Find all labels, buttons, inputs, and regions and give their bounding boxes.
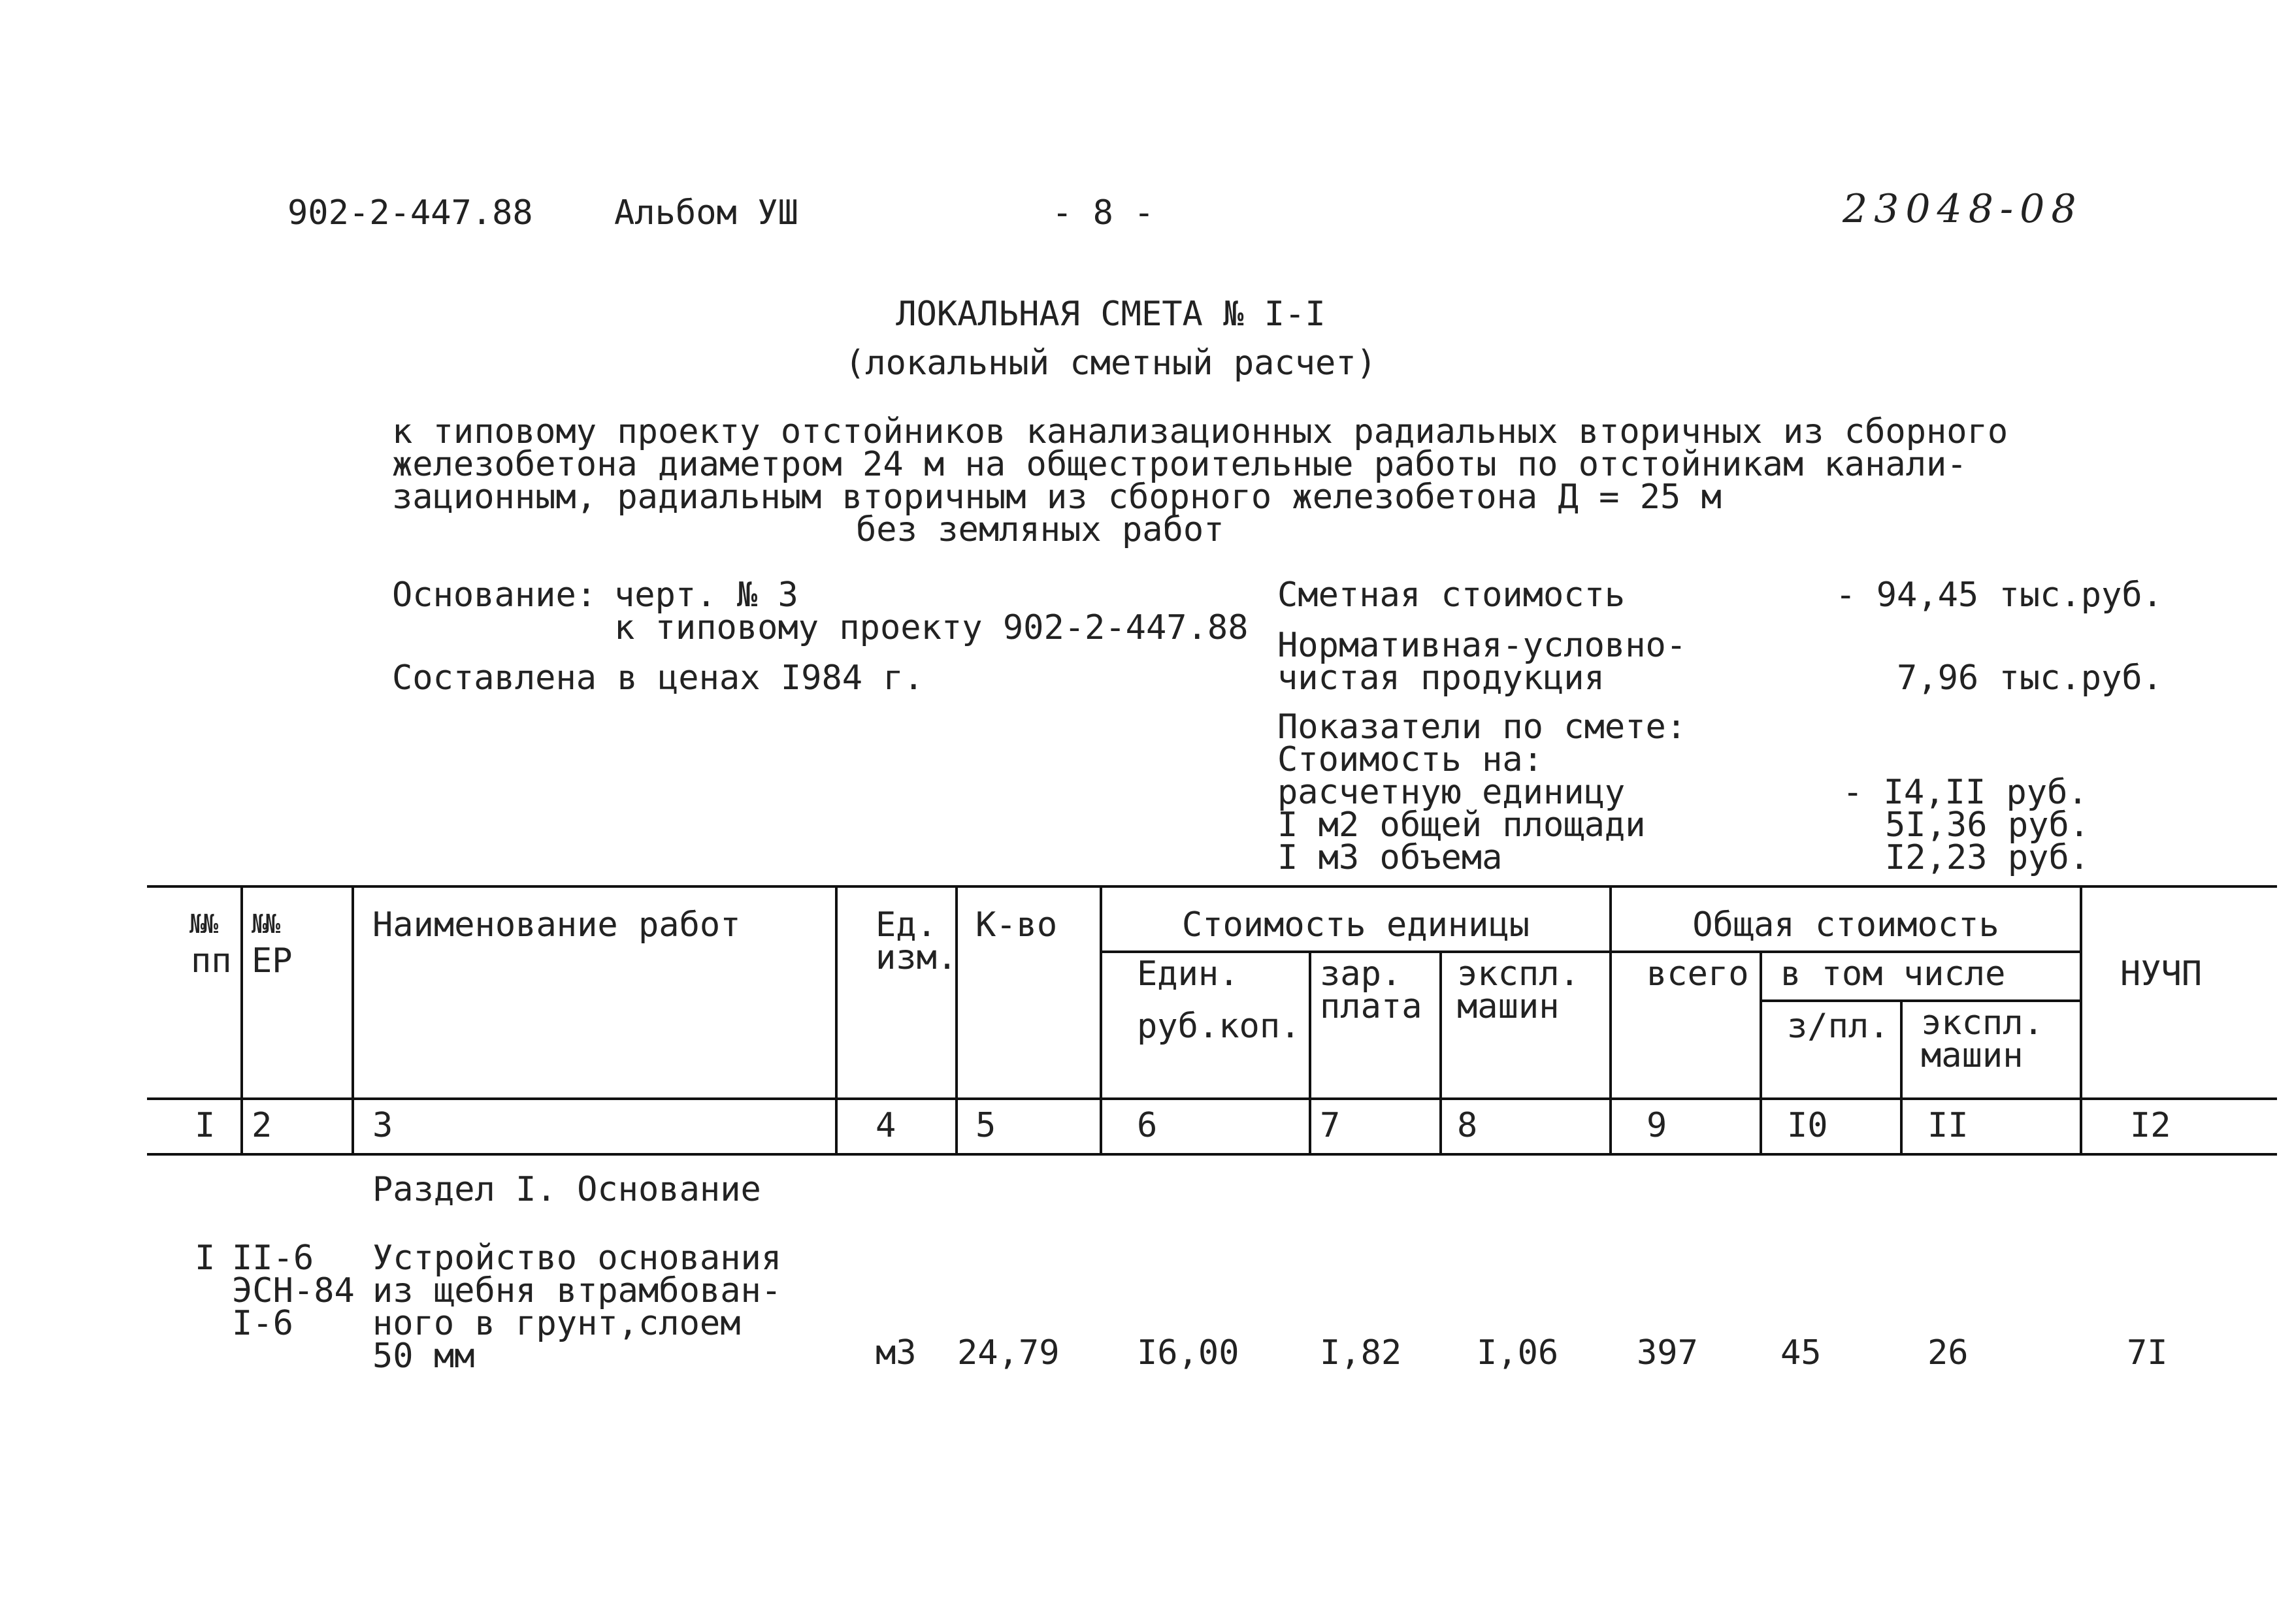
normative-label: Нормативная-условно- xyxy=(1277,626,1687,665)
column-divider xyxy=(1309,950,1311,1153)
header-unit: изм. xyxy=(876,938,958,977)
doc-code: 902-2-447.88 xyxy=(287,193,533,233)
indicators-label: Показатели по смете: xyxy=(1277,707,1687,747)
basis-label: Основание: xyxy=(392,576,597,615)
column-number: 4 xyxy=(876,1106,896,1145)
normative-value: 7,96 тыс.руб. xyxy=(1897,658,2163,698)
column-number-top-rule xyxy=(147,1097,2277,1100)
column-number: I2 xyxy=(2130,1106,2171,1145)
header-wage: плата xyxy=(1320,987,1422,1026)
column-number: 6 xyxy=(1137,1106,1158,1145)
column-number: 5 xyxy=(975,1106,996,1145)
unit-cost-value: - I4,II руб. xyxy=(1843,773,2088,812)
column-divider xyxy=(1760,950,1762,1153)
header-unit-cost: Стоимость единицы xyxy=(1181,905,1530,945)
header-name: Наименование работ xyxy=(372,905,741,945)
column-divider xyxy=(1609,885,1612,1153)
column-number: I xyxy=(195,1106,216,1145)
header-unit: Ед. xyxy=(876,905,937,945)
header-qty: К-во xyxy=(975,905,1058,945)
page-number: - 8 - xyxy=(1052,193,1155,233)
row-machine: I,06 xyxy=(1477,1333,1559,1372)
volume-cost-value: I2,23 руб. xyxy=(1885,838,2090,877)
header-bottom-rule xyxy=(147,1153,2277,1156)
row-er: II-6 xyxy=(232,1239,314,1278)
table-top-rule xyxy=(147,885,2277,888)
column-number: 9 xyxy=(1647,1106,1667,1145)
subheader-rule xyxy=(1101,950,2081,953)
basis-project: к типовому проекту 902-2-447.88 xyxy=(614,608,1249,647)
row-wage: I,82 xyxy=(1320,1333,1402,1372)
row-unit: м3 xyxy=(876,1333,917,1372)
header-er: ЕР xyxy=(252,941,293,981)
row-nuchp: 7I xyxy=(2127,1333,2168,1372)
header-including: в том числе xyxy=(1780,954,2006,994)
handwritten-code: 23048-08 xyxy=(1843,186,2083,232)
description-line: зационным, радиальным вторичным из сборного железобетона Д = 25 м xyxy=(392,478,1722,517)
header-num: №№ xyxy=(189,909,216,939)
header-total-all: всего xyxy=(1647,954,1749,994)
column-divider xyxy=(352,885,354,1153)
row-name: 50 мм xyxy=(372,1337,475,1376)
column-divider xyxy=(1100,885,1102,1153)
header-machine: экспл. xyxy=(1457,954,1580,994)
column-divider xyxy=(2080,885,2082,1153)
normative-label: чистая продукция xyxy=(1277,658,1605,698)
area-cost-value: 5I,36 руб. xyxy=(1885,805,2090,845)
description-line: к типовому проекту отстойников канализационных радиальных вторичных из сборного xyxy=(392,412,2008,451)
basis-drawing: черт. № 3 xyxy=(614,576,798,615)
area-cost-label: I м2 общей площади xyxy=(1277,805,1646,845)
column-divider xyxy=(835,885,838,1153)
estimate-subtitle: (локальный сметный расчет) xyxy=(845,344,1377,383)
section-title: Раздел I. Основание xyxy=(372,1170,761,1209)
column-divider xyxy=(1900,999,1903,1153)
row-name: из щебня втрамбован- xyxy=(372,1271,782,1310)
row-qty: 24,79 xyxy=(957,1333,1060,1372)
row-total-wage: 45 xyxy=(1780,1333,1822,1372)
header-nuchp: НУЧП xyxy=(2120,954,2203,994)
prices-year: Составлена в ценах I984 г. xyxy=(392,658,924,698)
row-name: ного в грунт,слоем xyxy=(372,1304,741,1343)
header-wage: зар. xyxy=(1320,954,1402,994)
header-total-machine: экспл. xyxy=(1921,1003,2044,1043)
description-line: железобетона диаметром 24 м на общестроительные работы по отстойникам канали- xyxy=(392,445,1967,484)
column-divider xyxy=(955,885,958,1153)
column-divider xyxy=(1439,950,1442,1153)
row-name: Устройство основания xyxy=(372,1239,782,1278)
volume-cost-label: I м3 объема xyxy=(1277,838,1503,877)
row-total-machine: 26 xyxy=(1927,1333,1969,1372)
header-total-cost: Общая стоимость xyxy=(1692,905,1999,945)
header-total-wage: з/пл. xyxy=(1787,1007,1890,1046)
column-divider xyxy=(240,885,243,1153)
column-number: 7 xyxy=(1320,1106,1341,1145)
column-number: 2 xyxy=(252,1106,272,1145)
header-unit-total: Един. xyxy=(1137,954,1239,994)
cost-on-label: Стоимость на: xyxy=(1277,740,1543,779)
column-number: I0 xyxy=(1787,1106,1828,1145)
row-unit-total: I6,00 xyxy=(1137,1333,1239,1372)
estimated-cost-value: - 94,45 тыс.руб. xyxy=(1835,576,2163,615)
column-number: II xyxy=(1927,1106,1969,1145)
row-er: I-6 xyxy=(232,1304,293,1343)
column-number: 3 xyxy=(372,1106,393,1145)
header-num: пп xyxy=(191,941,232,981)
estimated-cost-label: Сметная стоимость xyxy=(1277,576,1626,615)
header-total-machine: машин xyxy=(1921,1036,2024,1075)
row-num: I xyxy=(195,1239,216,1278)
row-er: ЭСН-84 xyxy=(232,1271,355,1310)
including-rule xyxy=(1761,999,2081,1002)
column-number: 8 xyxy=(1457,1106,1478,1145)
header-unit-total: руб.коп. xyxy=(1137,1007,1301,1046)
header-machine: машин xyxy=(1457,987,1560,1026)
header-er: №№ xyxy=(252,909,278,939)
description-line: без земляных работ xyxy=(856,510,1224,549)
row-total: 397 xyxy=(1637,1333,1698,1372)
album-label: Альбом УШ xyxy=(614,193,798,233)
unit-cost-label: расчетную единицу xyxy=(1277,773,1626,812)
estimate-title: ЛОКАЛЬНАЯ СМЕТА № I-I xyxy=(896,295,1326,334)
